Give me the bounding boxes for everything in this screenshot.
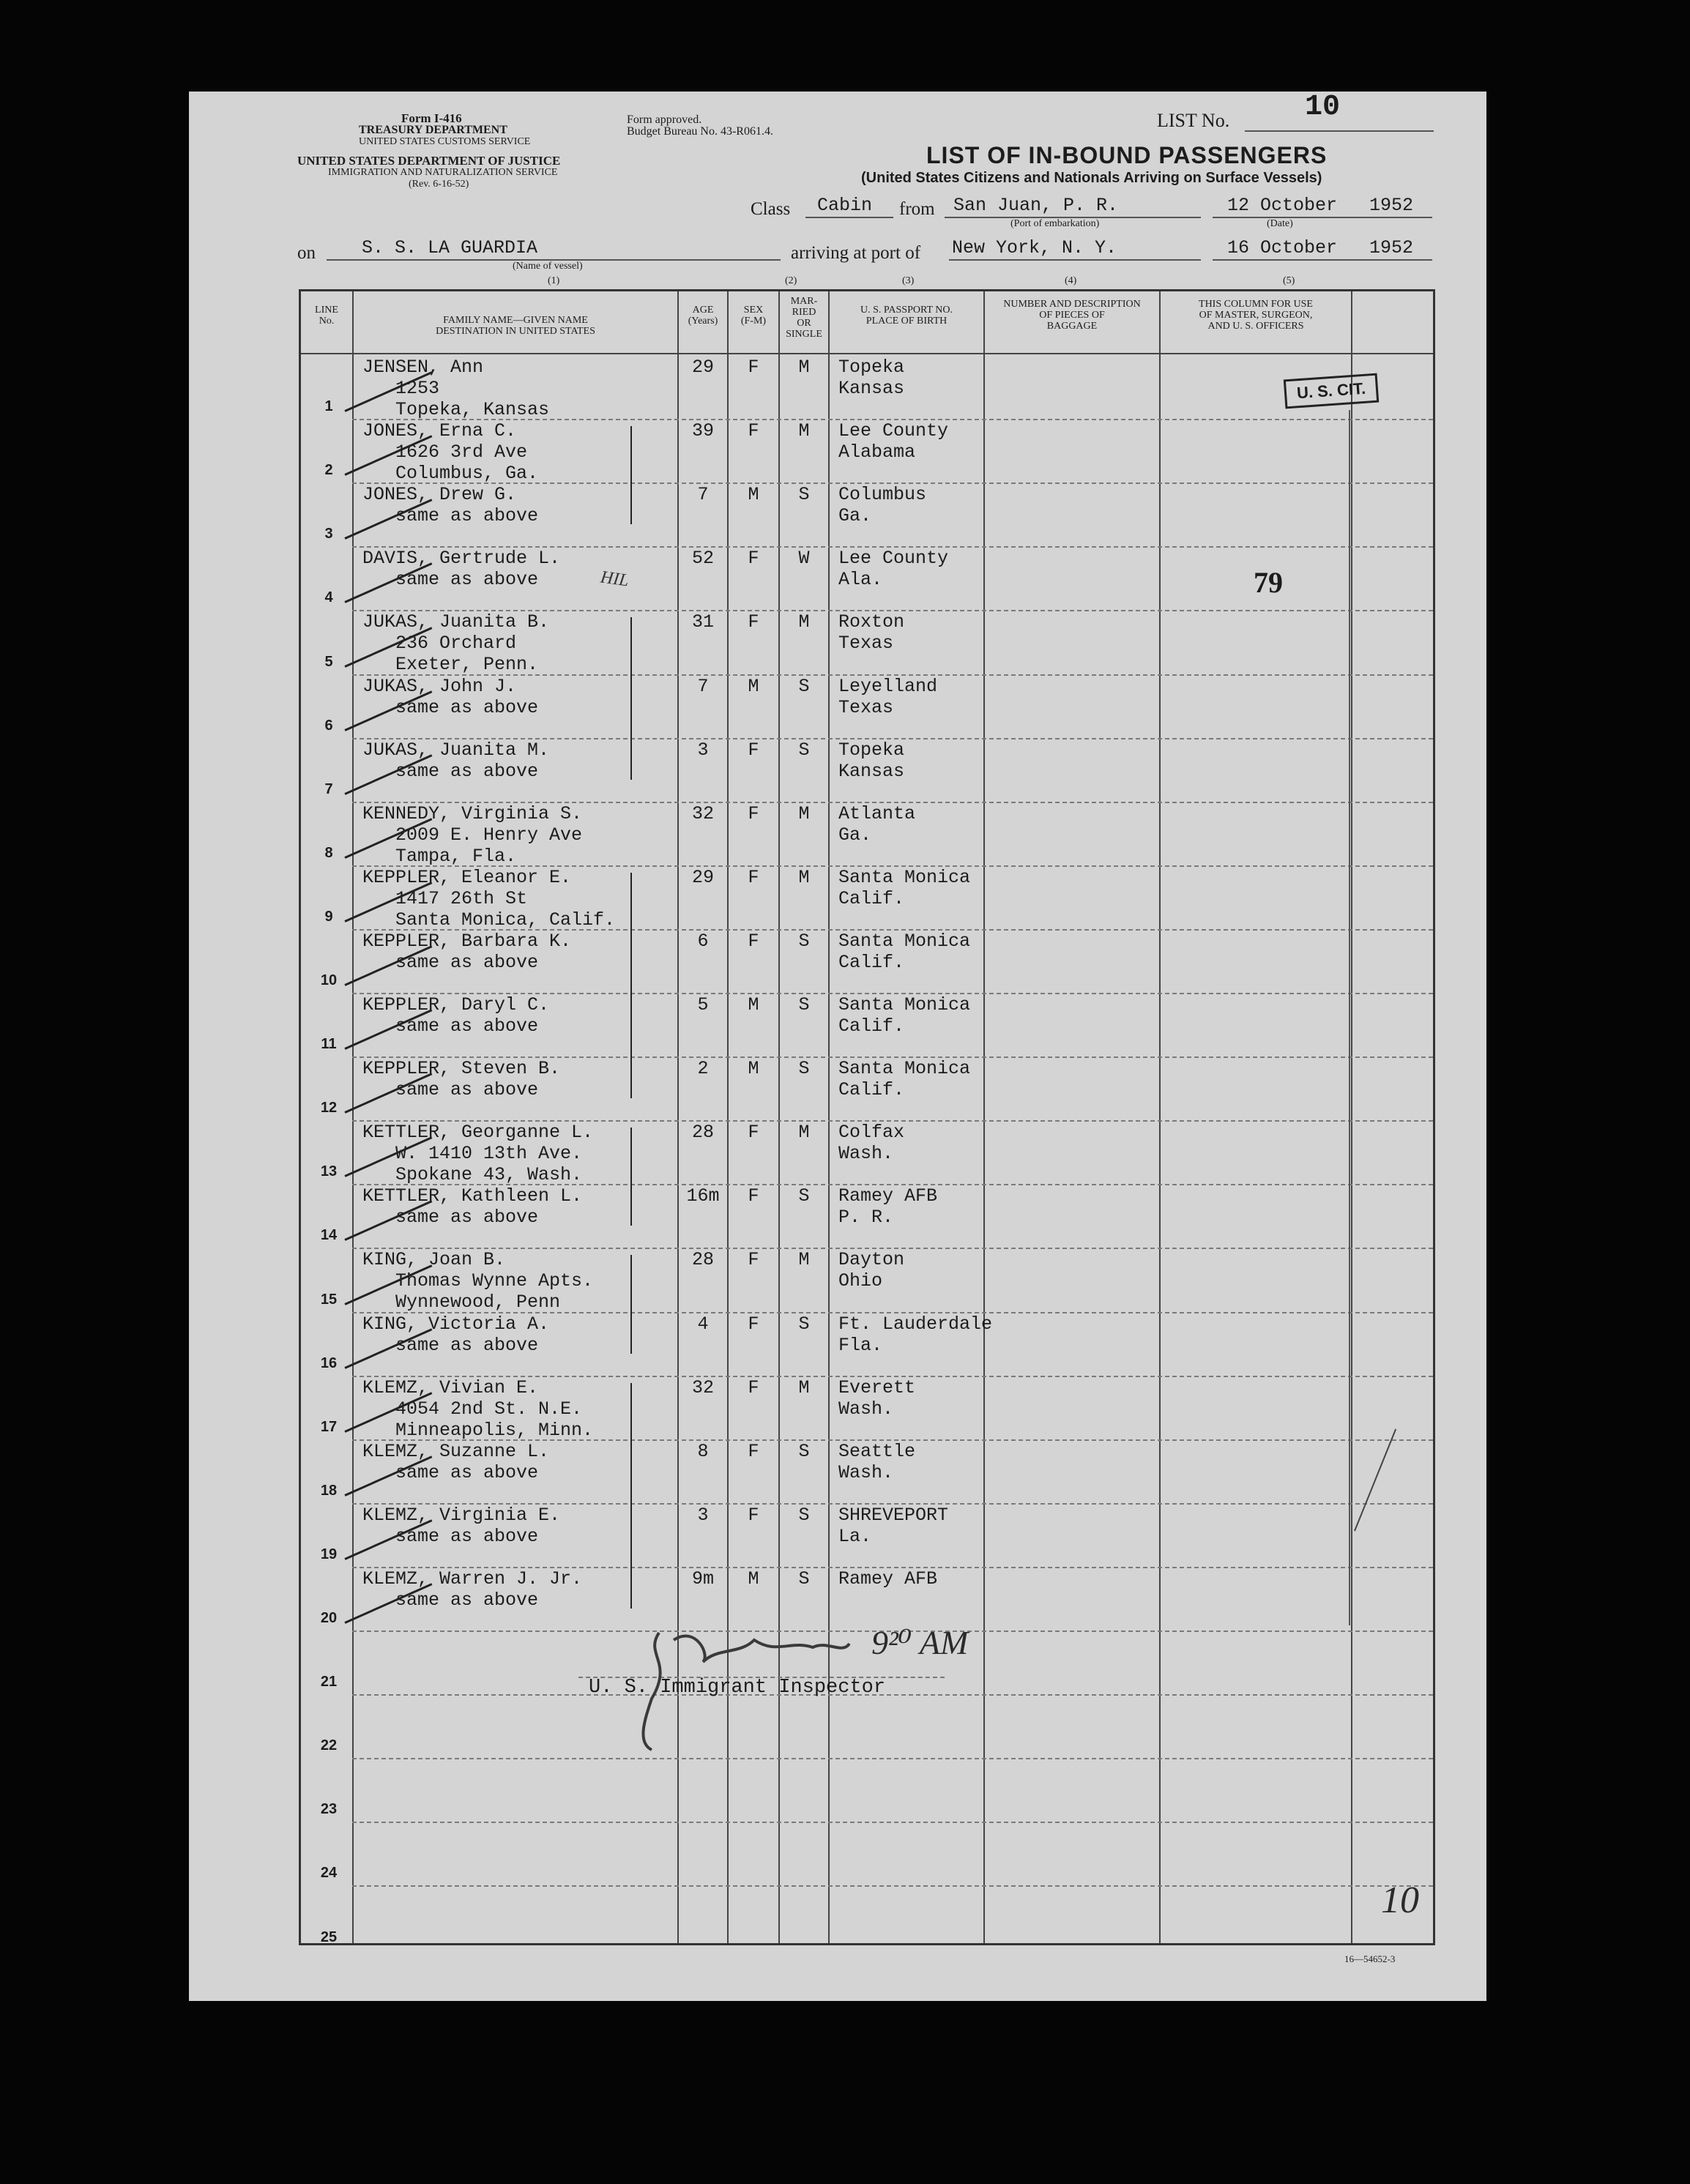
line-number: 20 [320, 1610, 338, 1626]
passenger-age: 28 [691, 1122, 714, 1144]
passenger-birthplace: Topeka Kansas [838, 739, 905, 782]
passenger-birthplace: Roxton Texas [838, 611, 905, 655]
line-number: 22 [320, 1737, 338, 1754]
col-num-1: (1) [548, 275, 560, 286]
passenger-birthplace: Seattle Wash. [838, 1440, 916, 1483]
passenger-birthplace: Ramey AFB P. R. [838, 1185, 938, 1229]
line-number: 12 [320, 1100, 338, 1117]
passenger-age: 3 [697, 1504, 709, 1526]
passenger-name: KLEMZ, Warren J. Jr. same as above [362, 1568, 583, 1611]
passenger-age: 52 [691, 548, 714, 570]
row-divider [352, 1694, 1433, 1696]
passenger-marital: S [798, 1313, 810, 1335]
passenger-age: 39 [691, 420, 714, 442]
passenger-sex: F [748, 1249, 759, 1271]
passenger-name: JUKAS, Juanita B. 236 Orchard Exeter, Penn. [362, 611, 550, 676]
passenger-sex: F [748, 1185, 759, 1207]
embarkation-caption: (Port of embarkation) [1010, 218, 1100, 229]
passenger-name: KETTLER, Georganne L. W. 1410 13th Ave. Spokane 43, Wash. [362, 1122, 594, 1186]
class-rule [805, 217, 893, 218]
line-number: 14 [320, 1227, 338, 1244]
passenger-name: KLEMZ, Vivian E. 4054 2nd St. N.E. Minneapolis, Minn. [362, 1376, 594, 1441]
class-label: Class [751, 199, 791, 219]
line-number: 6 [324, 717, 333, 734]
col-header-age: AGE (Years) [688, 305, 718, 327]
passenger-marital: M [798, 1376, 810, 1398]
line-number: 5 [324, 653, 333, 670]
passenger-name: KEPPLER, Steven B. same as above [362, 1058, 561, 1101]
passenger-sex: F [748, 611, 759, 633]
inspector-signature [630, 1611, 879, 1757]
passenger-birthplace: SHREVEPORT La. [838, 1504, 949, 1547]
form-number: Form I-416 [401, 111, 462, 125]
passenger-age: 5 [697, 994, 709, 1015]
passenger-marital: W [798, 548, 810, 570]
list-number-value: 10 [1305, 91, 1341, 124]
line-number: 24 [320, 1865, 338, 1882]
arriving-label: arriving at port of [791, 243, 921, 263]
passenger-name: JENSEN, Ann 1253 Topeka, Kansas [362, 357, 550, 420]
col-num-4: (4) [1065, 275, 1077, 286]
passenger-sex: F [748, 739, 759, 761]
family-bracket [630, 1128, 632, 1226]
line-number: 1 [324, 398, 333, 415]
handwritten-time: 9²⁰ AM [871, 1624, 969, 1661]
family-bracket [630, 873, 632, 1098]
col-header-married: MAR- RIED OR SINGLE [786, 296, 822, 340]
passenger-birthplace: Colfax Wash. [838, 1122, 905, 1165]
passenger-age: 7 [697, 675, 709, 697]
arrival-date-rule [1213, 259, 1432, 261]
passenger-birthplace: Topeka Kansas [838, 357, 905, 399]
passenger-age: 7 [697, 484, 709, 506]
list-number-rule [1245, 130, 1434, 132]
passenger-marital: S [798, 484, 810, 506]
passenger-age: 16m [686, 1185, 720, 1207]
passenger-age: 3 [697, 739, 709, 761]
passenger-name: JUKAS, Juanita M. same as above [362, 739, 550, 782]
passenger-birthplace: Santa Monica Calif. [838, 930, 971, 973]
passenger-sex: M [748, 1058, 759, 1080]
line-number: 18 [320, 1482, 338, 1499]
passenger-marital: S [798, 1185, 810, 1207]
col-header-sex: SEX (F-M) [740, 305, 767, 327]
passenger-name: JONES, Drew G. same as above [362, 484, 539, 527]
date-rule [1213, 217, 1432, 218]
print-code: 16—54652-3 [1344, 1953, 1396, 1964]
passenger-sex: F [748, 866, 759, 888]
us-citizen-stamp: U. S. CIT. [1284, 373, 1380, 409]
passenger-age: 6 [697, 930, 709, 952]
col-header-passport: U. S. PASSPORT NO. PLACE OF BIRTH [860, 305, 953, 327]
passenger-birthplace: Dayton Ohio [838, 1249, 905, 1292]
passenger-sex: F [748, 1313, 759, 1335]
col-num-3: (3) [902, 275, 915, 286]
passenger-birthplace: Columbus Ga. [838, 484, 927, 527]
line-number: 2 [324, 462, 333, 479]
passenger-marital: S [798, 675, 810, 697]
passenger-sex: M [748, 484, 759, 506]
line-number: 4 [324, 589, 333, 606]
passenger-marital: S [798, 1504, 810, 1526]
embarkation-port: San Juan, P. R. [953, 195, 1119, 216]
passenger-name: KETTLER, Kathleen L. same as above [362, 1185, 583, 1229]
ins-service: IMMIGRATION AND NATURALIZATION SERVICE [328, 167, 558, 178]
number-79: 79 [1254, 566, 1283, 599]
arrival-rule [949, 259, 1201, 261]
handwritten-page-10: 10 [1381, 1879, 1419, 1921]
col-num-2: (2) [785, 275, 797, 286]
passenger-birthplace: Santa Monica Calif. [838, 994, 971, 1037]
officer-vertical-line [1349, 410, 1350, 1625]
passenger-sex: F [748, 1504, 759, 1526]
passenger-birthplace: Everett Wash. [838, 1376, 916, 1420]
line-number: 25 [320, 1928, 338, 1945]
passenger-sex: F [748, 1376, 759, 1398]
embarkation-year: 1952 [1369, 195, 1414, 216]
passenger-birthplace: Lee County Alabama [838, 420, 949, 463]
date-caption: (Date) [1267, 218, 1293, 229]
line-number: 9 [324, 908, 333, 925]
family-bracket [630, 1255, 632, 1353]
passenger-age: 29 [691, 866, 714, 888]
passenger-marital: S [798, 739, 810, 761]
budget-bureau: Budget Bureau No. 43-R061.4. [627, 125, 773, 138]
inspector-label: U. S. Immigrant Inspector [589, 1677, 886, 1699]
col-header-baggage: NUMBER AND DESCRIPTION OF PIECES OF BAGGAGE [1003, 299, 1141, 332]
from-label: from [899, 199, 935, 219]
line-number: 23 [320, 1801, 338, 1818]
passenger-name: KING, Joan B. Thomas Wynne Apts. Wynnewood, Penn [362, 1249, 594, 1313]
on-label: on [297, 243, 316, 263]
passenger-sex: M [748, 1568, 759, 1589]
passenger-sex: F [748, 1122, 759, 1144]
passenger-birthplace: Atlanta Ga. [838, 802, 916, 846]
passenger-name: KEPPLER, Barbara K. same as above [362, 930, 572, 973]
passenger-age: 31 [691, 611, 714, 633]
passenger-sex: F [748, 802, 759, 824]
arrival-port: New York, N. Y. [952, 237, 1117, 258]
passenger-marital: M [798, 357, 810, 378]
line-number: 21 [320, 1674, 338, 1691]
col-header-officers: THIS COLUMN FOR USE OF MASTER, SURGEON, AND U. S. OFFICERS [1199, 299, 1313, 332]
col-header-name: FAMILY NAME—GIVEN NAME DESTINATION IN UNITED STATES [436, 315, 595, 337]
list-number-label: LIST No. [1157, 110, 1230, 131]
family-bracket [630, 1383, 632, 1609]
header-divider [301, 353, 1433, 354]
passenger-age: 4 [697, 1313, 709, 1335]
passenger-marital: M [798, 420, 810, 442]
row-divider [352, 1822, 1433, 1823]
passenger-name: JONES, Erna C. 1626 3rd Ave Columbus, Ga. [362, 420, 539, 485]
page-title: LIST OF IN-BOUND PASSENGERS [926, 142, 1328, 168]
passenger-sex: F [748, 1440, 759, 1462]
passenger-age: 8 [697, 1440, 709, 1462]
passenger-birthplace: Santa Monica Calif. [838, 866, 971, 909]
passenger-marital: S [798, 1058, 810, 1080]
passenger-sex: F [748, 357, 759, 378]
passenger-marital: S [798, 994, 810, 1015]
passenger-birthplace: Ft. Lauderdale Fla. [838, 1313, 993, 1356]
line-number: 11 [321, 1036, 337, 1053]
arrival-date: 16 October [1227, 237, 1338, 258]
passenger-name: KENNEDY, Virginia S. 2009 E. Henry Ave Tampa, Fla. [362, 802, 583, 867]
passenger-marital: M [798, 802, 810, 824]
passenger-marital: S [798, 1440, 810, 1462]
embarkation-date: 12 October [1227, 195, 1338, 216]
passenger-name: DAVIS, Gertrude L. same as above [362, 548, 561, 591]
passenger-marital: M [798, 1122, 810, 1144]
arrival-year: 1952 [1369, 237, 1414, 258]
passenger-marital: S [798, 1568, 810, 1589]
passenger-marital: M [798, 611, 810, 633]
row-divider [352, 1885, 1433, 1887]
customs-service: UNITED STATES CUSTOMS SERVICE [359, 136, 531, 147]
passenger-marital: M [798, 1249, 810, 1271]
passenger-name: KLEMZ, Virginia E. same as above [362, 1504, 561, 1547]
handwritten-hil: HIL [599, 567, 630, 591]
col-num-5: (5) [1283, 275, 1295, 286]
vessel-name: S. S. LA GUARDIA [362, 237, 538, 258]
line-number: 7 [324, 780, 333, 797]
passenger-name: JUKAS, John J. same as above [362, 675, 539, 718]
line-number: 8 [324, 844, 333, 861]
passenger-age: 2 [697, 1058, 709, 1080]
class-value: Cabin [817, 195, 873, 216]
passenger-age: 28 [691, 1249, 714, 1271]
line-number: 10 [320, 972, 338, 988]
passenger-birthplace: Lee County Ala. [838, 548, 949, 591]
passenger-age: 32 [691, 802, 714, 824]
family-bracket [630, 617, 632, 779]
passenger-sex: F [748, 420, 759, 442]
passenger-name: KLEMZ, Suzanne L. same as above [362, 1440, 550, 1483]
line-number: 15 [320, 1291, 338, 1308]
passenger-age: 9m [691, 1568, 714, 1589]
line-number: 13 [320, 1163, 338, 1180]
passenger-birthplace: Leyelland Texas [838, 675, 938, 718]
passenger-sex: F [748, 548, 759, 570]
line-number: 19 [320, 1546, 338, 1562]
justice-dept: UNITED STATES DEPARTMENT OF JUSTICE [297, 154, 561, 168]
family-bracket [630, 426, 632, 524]
line-number: 3 [324, 526, 333, 543]
passenger-birthplace: Ramey AFB [838, 1568, 938, 1589]
passenger-age: 32 [691, 1376, 714, 1398]
line-number: 17 [320, 1418, 338, 1435]
passenger-age: 29 [691, 357, 714, 378]
passenger-sex: M [748, 994, 759, 1015]
passenger-name: KING, Victoria A. same as above [362, 1313, 550, 1356]
passenger-name: KEPPLER, Daryl C. same as above [362, 994, 550, 1037]
treasury-dept: TREASURY DEPARTMENT [359, 124, 507, 136]
passenger-name: KEPPLER, Eleanor E. 1417 26th St Santa Monica, Calif. [362, 866, 616, 931]
passenger-sex: F [748, 930, 759, 952]
revision-date: (Rev. 6-16-52) [409, 179, 469, 190]
passenger-birthplace: Santa Monica Calif. [838, 1058, 971, 1101]
row-divider [352, 1758, 1433, 1759]
page-subtitle: (United States Citizens and Nationals Arriving on Surface Vessels) [861, 170, 1322, 186]
col-header-line: LINE No. [315, 305, 338, 327]
form-approved: Form approved. [627, 113, 702, 126]
vessel-caption: (Name of vessel) [513, 261, 583, 272]
passenger-marital: S [798, 930, 810, 952]
passenger-marital: M [798, 866, 810, 888]
line-number: 16 [320, 1354, 338, 1371]
passenger-sex: M [748, 675, 759, 697]
